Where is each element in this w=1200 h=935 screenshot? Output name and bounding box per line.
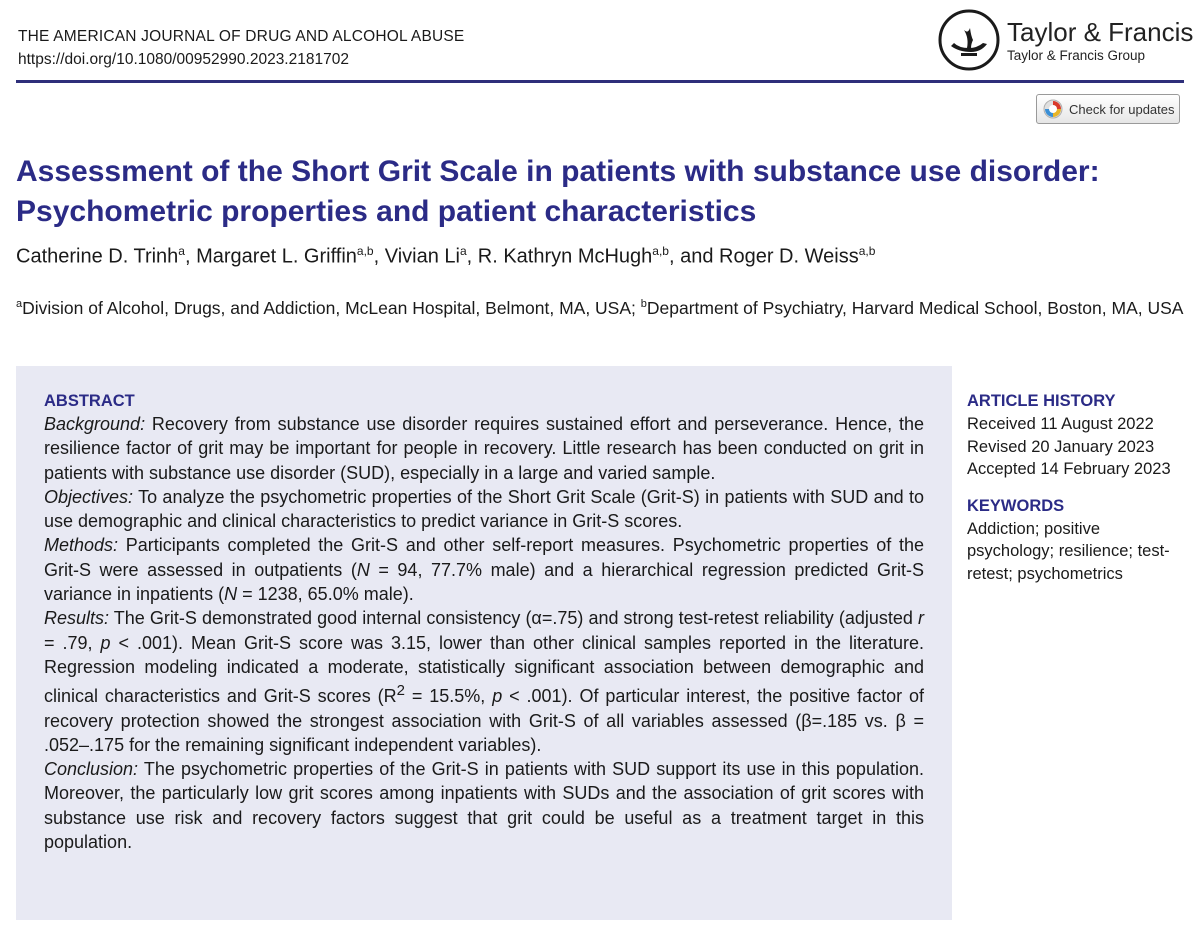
- check-for-updates-label: Check for updates: [1069, 101, 1175, 117]
- author-name[interactable]: Catherine D. Trinh: [16, 245, 179, 268]
- section-text: < .001). Mean Grit-S score was 3.15, lower than other clinical samples reported in the literature. Regression modeling indicated a moderate, statistically significant association between demographic and clinical characteristics and Grit-S scores (R: [44, 632, 924, 707]
- keywords-heading: KEYWORDS: [967, 496, 1065, 515]
- author-list: [16, 244, 875, 269]
- section-label: Results:: [44, 608, 110, 629]
- author-separator: ,: [373, 245, 385, 268]
- abstract-methods: [44, 533, 924, 606]
- publisher-group: Taylor & Francis Group: [1007, 47, 1146, 63]
- italic-symbol: r: [918, 608, 924, 629]
- section-text: The psychometric properties of the Grit-S in patients with SUD support its use in this population. Moreover, the particularly low grit scores among inpatients with SUDs and the association of grit scores with substance use risk and recovery factors suggest that grit could be useful as a treatment target in this population.: [44, 759, 924, 853]
- header-divider: [16, 80, 1184, 83]
- publisher-logo[interactable]: [937, 8, 1193, 72]
- section-text: = .79,: [44, 632, 101, 653]
- abstract-background: [44, 412, 924, 485]
- crossmark-icon: [1043, 99, 1063, 119]
- article-title: [16, 152, 1166, 232]
- keywords-text: Addiction; positive psychology; resilience; test-retest; psychometrics: [967, 519, 1170, 583]
- affiliation-mark: a: [16, 298, 23, 310]
- lamp-icon: [937, 8, 1001, 72]
- doi-link[interactable]: https://doi.org/10.1080/00952990.2023.2181702: [18, 51, 349, 68]
- section-text: = 15.5%,: [404, 686, 493, 707]
- italic-symbol: N: [356, 559, 370, 580]
- journal-name: THE AMERICAN JOURNAL OF DRUG AND ALCOHOL ABUSE: [18, 28, 465, 45]
- section-text: To analyze the psychometric properties of the Short Grit Scale (Grit-S) in patients with SUD and to use demographic and clinical characteristics to predict variance in Grit-S scores.: [44, 486, 924, 532]
- superscript: 2: [396, 682, 405, 700]
- author-name[interactable]: R. Kathryn McHugh: [477, 245, 653, 268]
- affiliation-text: Department of Psychiatry, Harvard Medical School, Boston, MA, USA: [646, 297, 1184, 318]
- section-text: Participants completed the Grit-S and other self-report measures. Psychometric properties of the Grit-S were assessed in outpatients (: [44, 535, 924, 580]
- section-text: < .001). Of particular interest, the positive factor of recovery protection showed the strongest association with Grit-S of all variables assessed (β=.185 vs. β = .052–.175 for the remaining significant independent variables).: [44, 686, 925, 755]
- italic-symbol: p: [492, 686, 503, 707]
- section-text: = 94, 77.7% male) and a hierarchical regression predicted Grit-S variance in inpatients (: [44, 559, 924, 605]
- title-line-2: Psychometric properties and patient characteristics: [16, 195, 757, 228]
- author-affiliation-mark: a,b: [356, 244, 374, 258]
- abstract-panel: [16, 366, 952, 920]
- section-label: Objectives:: [44, 486, 134, 507]
- author-affiliation-mark: a,b: [652, 244, 669, 258]
- abstract-objectives: [44, 485, 924, 534]
- author-separator: , and: [668, 245, 720, 268]
- article-history-heading: ARTICLE HISTORY: [967, 392, 1116, 410]
- abstract-results: [44, 606, 924, 757]
- received-date: Received 11 August 2022: [967, 415, 1154, 433]
- title-line-1: Assessment of the Short Grit Scale in patients with substance use disorder:: [16, 155, 1100, 188]
- abstract-heading: ABSTRACT: [44, 392, 135, 410]
- accepted-date: Accepted 14 February 2023: [967, 460, 1171, 478]
- affiliation-mark: b: [640, 298, 647, 310]
- revised-date: Revised 20 January 2023: [967, 437, 1155, 456]
- section-label: Conclusion:: [44, 759, 139, 780]
- section-label: Background:: [44, 414, 146, 434]
- author-affiliation-mark: a: [459, 244, 467, 258]
- affiliations: [16, 292, 1186, 321]
- article-sidebar: [967, 392, 1182, 585]
- section-text: The Grit-S demonstrated good internal consistency (α=.75) and strong test-retest reliability (adjusted: [109, 608, 918, 629]
- section-text: = 1238, 65.0% male).: [237, 584, 414, 605]
- author-name[interactable]: Roger D. Weiss: [719, 245, 859, 268]
- author-affiliation-mark: a: [178, 244, 185, 258]
- author-name[interactable]: Vivian Li: [384, 245, 460, 268]
- publisher-name: Taylor & Francis: [1007, 16, 1194, 47]
- check-for-updates-button[interactable]: [1036, 94, 1180, 124]
- author-name[interactable]: Margaret L. Griffin: [196, 245, 357, 268]
- author-separator: ,: [466, 245, 478, 268]
- section-text: Recovery from substance use disorder requires sustained effort and perseverance. Hence, the resilience factor of grit may be important for people in recovery. Little research has been conducted on grit in patients with substance use disorder (SUD), especially in a large and varied sample.: [44, 414, 924, 483]
- journal-header: [18, 28, 464, 69]
- author-affiliation-mark: a,b: [858, 244, 876, 258]
- abstract-conclusion: [44, 757, 924, 854]
- section-label: Methods:: [44, 535, 119, 556]
- author-separator: ,: [184, 245, 197, 268]
- italic-symbol: p: [100, 632, 111, 653]
- italic-symbol: N: [224, 584, 238, 605]
- affiliation-text: Division of Alcohol, Drugs, and Addiction, McLean Hospital, Belmont, MA, USA;: [22, 297, 641, 318]
